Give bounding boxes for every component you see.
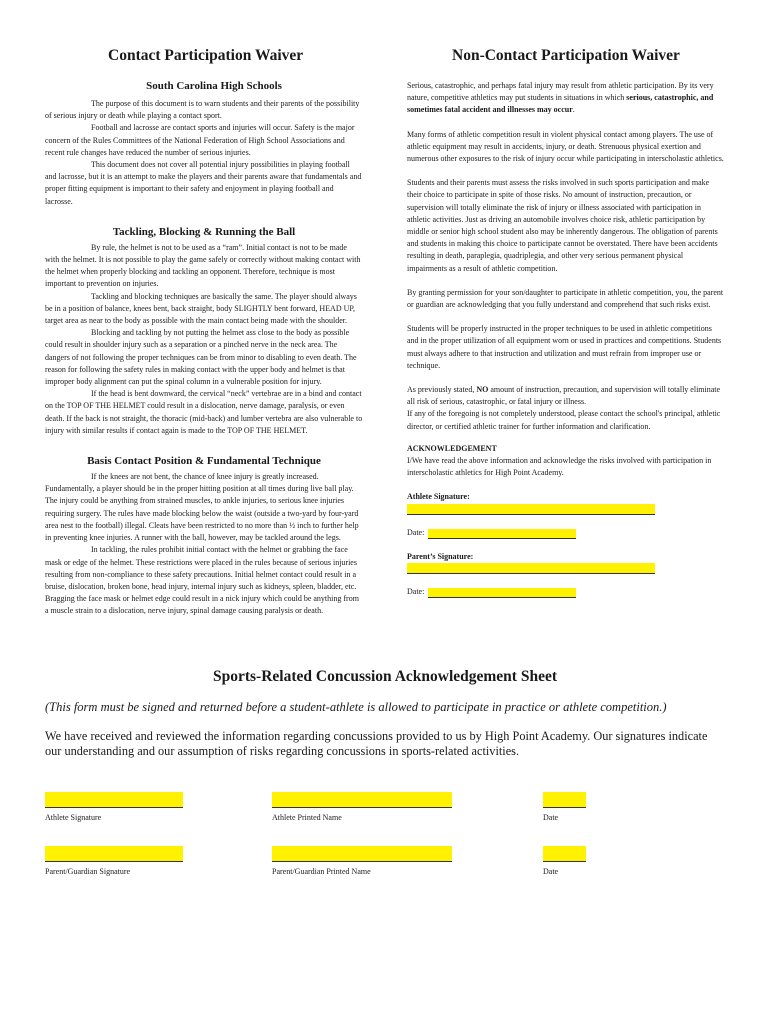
athlete-date-field[interactable] [428, 529, 576, 539]
athlete-signature-block [45, 792, 183, 822]
non-contact-waiver-column [407, 80, 725, 598]
contact-waiver-column [45, 80, 363, 618]
parent-date-label: Date: [407, 587, 425, 597]
parent-printed-name-field[interactable] [272, 846, 452, 862]
concussion-note: (This form must be signed and returned before a student-athlete is allowed to participate in practice or athlete competition.) [45, 700, 667, 714]
parent-signature-block [45, 846, 183, 876]
athlete-date-label: Date: [407, 527, 425, 537]
parent-date-field[interactable] [428, 588, 576, 598]
risk-paragraph-text: Serious, catastrophic, and perhaps fatal injury may result from athletic participation. By its very nature, competitive athletics may put students in situations in which [407, 81, 714, 103]
no-amount-text-b: amount of instruction, precaution, and supervision will totally eliminate all risk of serious, catastrophic, or fatal injury or illness. [407, 385, 721, 407]
section-heading-contact-position: Basis Contact Position & Fundamental Technique [87, 455, 321, 468]
parent-signature-field[interactable] [407, 563, 655, 574]
athlete-signature-label: Athlete Signature: [407, 492, 470, 502]
risk-paragraph-bold: serious, catastrophic, and sometimes fatal accident and illnesses may occur [407, 93, 714, 115]
assess-risk-paragraph: Students and their parents must assess the risks involved in such sports participation and make their choice to participate in spite of those risks. No amount of instruction, precaution, or supervision will totally eliminate the risk of injury or illness associated with participation in athletic activities. Just as driving an automobile involves choice risk, athletic participation by middle or senior high school student also may be inherently dangerous. The obligation of parents and students in making this choice to participate cannot be overstated. There have been accidents resulting in death, paraplegia, quadriplegia, and other very serious permanent physical impairments as a result of athletic competition. [407, 178, 718, 273]
intro-paragraph: The purpose of this document is to warn students and their parents of the possibility of serious injury or death while playing a contact sport. [45, 99, 360, 121]
no-amount-bold: NO [476, 385, 489, 395]
tackling-paragraph: By rule, the helmet is not to be used as a “ram”. Initial contact is not to be made with the helmet. It is not possible to play the game safely or correctly without making contact with the helmet when properly blocking and tackling an opponent. Therefore, technique is most important to prevention on injuries. [45, 242, 361, 289]
parent-date-row [407, 586, 725, 598]
contact-waiver-title: Contact Participation Waiver [108, 47, 304, 64]
concussion-statement: We have received and reviewed the information regarding concussions provided to us by High Point Academy. Our signatures indicate our understanding and our assumption of risks regarding concussions in sports-related activities. [45, 729, 708, 758]
parent-date-block [543, 846, 586, 876]
contact-risk-paragraph: Many forms of athletic competition result in violent physical contact among players. The use of athletic equipment may result in accidents, injury, or death. Strenuous physical exertion and numerous other exposures to the risk of injury occur while participating in interscholastic athletics. [407, 129, 724, 164]
parent-signature-caption: Parent/Guardian Signature [45, 867, 131, 876]
athlete-signature-caption: Athlete Signature [45, 813, 102, 822]
parent-printed-name-caption: Parent/Guardian Printed Name [272, 867, 371, 876]
no-amount-text-a: As previously stated, [407, 385, 477, 395]
contact-position-paragraph: If the knees are not bent, the chance of knee injury is greatly increased. Fundamentally, a player should be in the proper hitting position at all times during live ball play. The injury could be anything from strained muscles, to ankle injuries, to serious knee injuries requiring surgery. The rules have made blocking below the waist (outside a two-yard by four-yard area nest to the football) illegal. Cleats have been restricted to no more than ½ inch to further help in preventing knee injuries. A runner with the ball, however, may be tackled around the legs. [45, 472, 359, 543]
parent-date-caption: Date [543, 867, 559, 876]
athlete-signature-field[interactable] [407, 504, 655, 515]
permission-paragraph: By granting permission for your son/daughter to participate in athletic competition, you, the parent or guardian are acknowledging that you fully understand and comprehend that such risks exist. [407, 287, 724, 310]
acknowledgement-text: I/We have read the above information and acknowledge the risks involved with participation in interscholastic athletics for High Point Academy. [407, 456, 712, 478]
contact-school-paragraph: If any of the foregoing is not completely understood, please contact the school's principal, athletic director, or certified athletic trainer for further information and clarification. [407, 409, 721, 431]
concussion-title: Sports-Related Concussion Acknowledgement Sheet [212, 668, 558, 685]
intro-paragraph: Football and lacrosse are contact sports and injuries will occur. Safety is the major concern of the Rules Committees of the National Federation of High School Associations and recent rule changes have reduced the number of serious injuries. [45, 123, 355, 157]
intro-paragraph: This document does not cover all potential injury possibilities in playing football and lacrosse, but it is an attempt to make the players and their parents aware that fundamentals and proper fitting equipment is important to their safety and enjoyment in playing football and lacrosse. [45, 160, 362, 206]
athlete-date-caption: Date [543, 813, 559, 822]
tackling-paragraph: Tackling and blocking techniques are basically the same. The player should always be in a position of balance, knees bent, back straight, body SLIGHTLY bent forward, HEAD UP, target area as near to the body as possible with the main contact being made with the shoulder. [45, 291, 357, 326]
parent-printed-name-block [272, 846, 452, 876]
athlete-date-row [407, 527, 725, 539]
non-contact-waiver-title: Non-Contact Participation Waiver [452, 47, 680, 64]
concussion-athlete-date-field[interactable] [543, 792, 586, 808]
parent-signature-label: Parent’s Signature: [407, 551, 474, 561]
contact-waiver-subtitle: South Carolina High Schools [146, 80, 282, 92]
athlete-printed-name-field[interactable] [272, 792, 452, 808]
concussion-parent-date-field[interactable] [543, 846, 586, 862]
athlete-printed-name-block [272, 792, 452, 822]
concussion-athlete-signature-field[interactable] [45, 792, 183, 808]
no-amount-paragraph [407, 384, 725, 408]
contact-position-paragraph: In tackling, the rules prohibit initial contact with the helmet or grabbing the face mask or edge of the helmet. These restrictions were placed in the rules because of serious injuries resulting from non-compliance to these safety precautions. Initial helmet contact could result in a bruise, dislocation, broken bone, head injury, internal injury such as kidneys, spleen, bladder, etc. Bragging the face mask or helmet edge could result in a nick injury which could be anything from a muscle strain to a dislocation, nerve injury, spinal damage causing paralysis or death. [45, 545, 359, 616]
tackling-paragraph: If the head is bent downward, the cervical “neck” vertebrae are in a bind and contact on the TOP OF THE HELMET could result in a dislocation, nerve damage, paralysis, or even death. If the back is not straight, the thoracic (mid-back) and lumber vertebra are also vulnerable to injury with similar results if contact again is made to the TOP OF THE HELMET. [45, 389, 363, 435]
instruction-paragraph: Students will be properly instructed in the proper techniques to be used in athletic competitions and in the proper utilization of all equipment worn or used in practices and competitions. Students must always adhere to that instruction and utilization and must refrain from improper use or technique. [407, 324, 722, 370]
risk-paragraph-end: . [572, 105, 575, 115]
risk-paragraph [407, 80, 725, 117]
tackling-paragraph: Blocking and tackling by not putting the helmet ass close to the body as possible could result in shoulder injury such as a separation or a pinched nerve in the neck area. The dangers of not following the proper techniques can be from minor to disabling to even death. The reason for following the safety rules in making contact with the upper body and helmet is that improper body alignment can put the spinal column in a vulnerable position for injury. [45, 328, 357, 387]
athlete-date-block [543, 792, 586, 822]
athlete-printed-name-caption: Athlete Printed Name [272, 813, 342, 822]
concussion-parent-signature-field[interactable] [45, 846, 183, 862]
acknowledgement-heading: ACKNOWLEDGEMENT [407, 443, 497, 453]
section-heading-tackling: Tackling, Blocking & Running the Ball [112, 225, 296, 238]
